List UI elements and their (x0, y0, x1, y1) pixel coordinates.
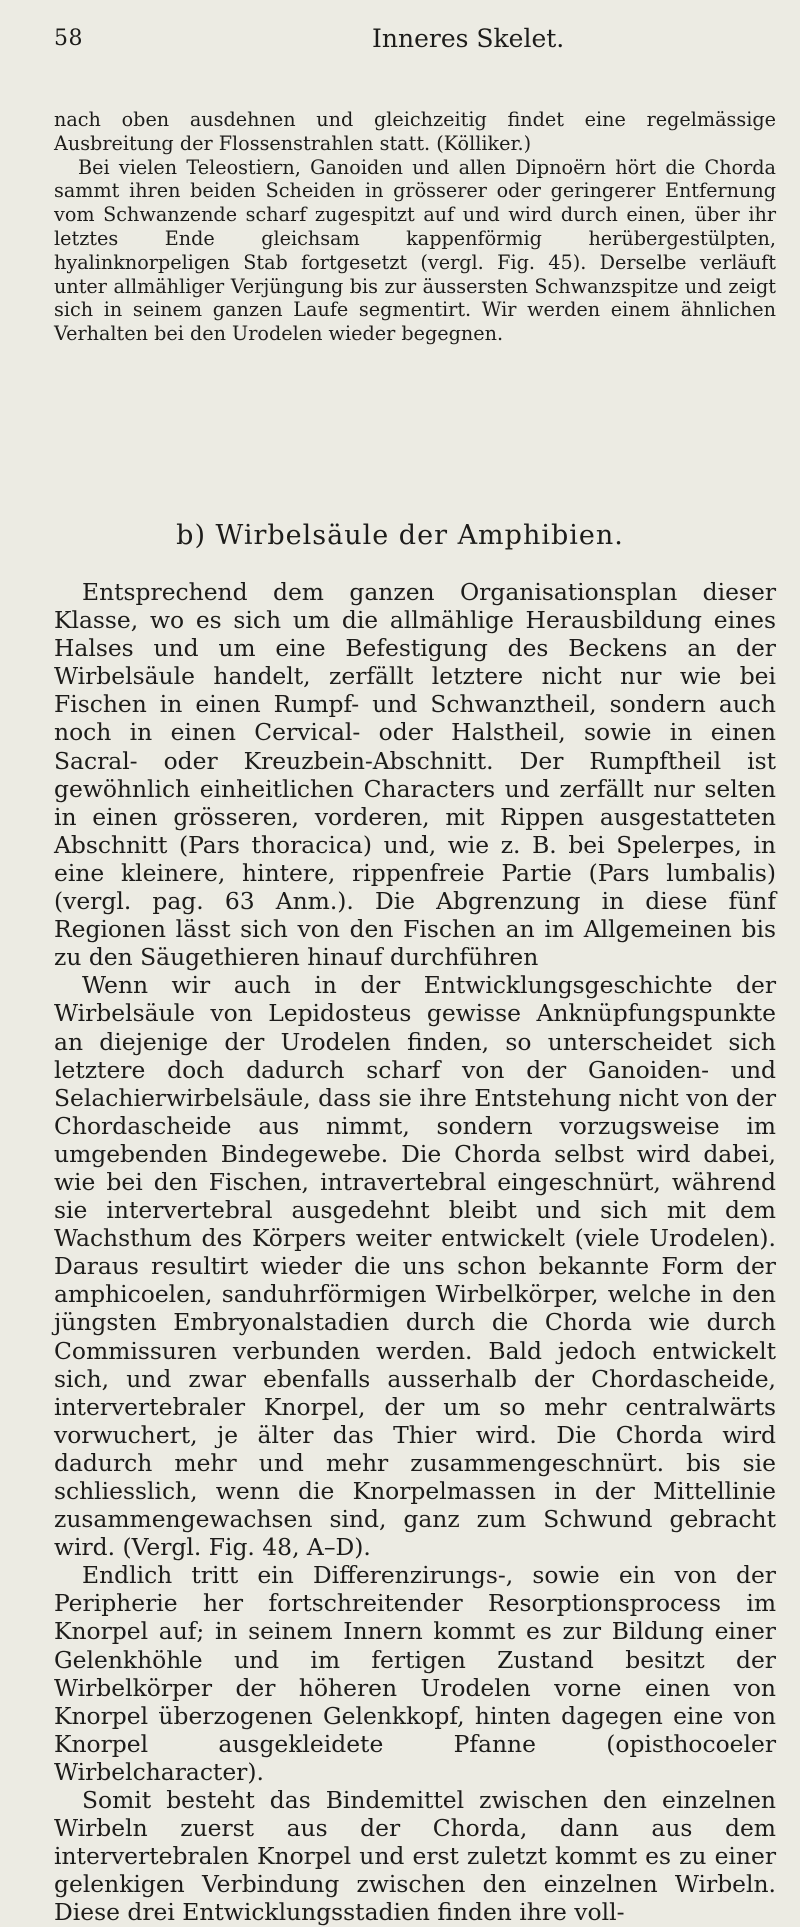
running-title: Inneres Skelet. (372, 24, 565, 53)
body-paragraph-4: Somit besteht das Bindemittel zwischen den einzelnen Wirbeln zuerst aus der Chorda, dann aus dem intervertebralen Knorpel und erst zuletzt kommt es zu einer gelenkigen Verbindung zwischen den einzelnen Wirbeln. Diese drei Entwicklungsstadien finden ihre voll- (54, 1786, 776, 1927)
intro-paragraph-2: Bei vielen Teleostiern, Ganoiden und allen Dipnoërn hört die Chorda sammt ihren beiden Scheiden in grösserer oder geringerer Entfernung vom Schwanzende scharf zugespitzt auf und wird durch einen, über ihr letztes Ende gleichsam kappenförmig herübergestülpten, hyalinknorpeligen Stab fortgesetzt (vergl. Fig. 45). Derselbe verläuft unter allmähliger Verjüngung bis zur äussersten Schwanzspitze und zeigt sich in seinem ganzen Laufe segmentirt. Wir werden einem ähnlichen Verhalten bei den Urodelen wieder begegnen. (54, 155, 776, 346)
body-paragraph-2: Wenn wir auch in der Entwicklungsgeschichte der Wirbelsäule von Lepidosteus gewisse Anknüpfungspunkte an diejenige der Urodelen finden, so unterscheidet sich letztere doch dadurch scharf von der Ganoiden- und Selachierwirbelsäule, dass sie ihre Entstehung nicht von der Chordascheide aus nimmt, sondern vorzugsweise im umgebenden Bindegewebe. Die Chorda selbst wird dabei, wie bei den Fischen, intravertebral eingeschnürt, während sie intervertebral ausgedehnt bleibt und sich mit dem Wachsthum des Körpers weiter entwickelt (viele Urodelen). Daraus resultirt wieder die uns schon bekannte Form der amphicoelen, sanduhrförmigen Wirbelkörper, welche in den jüngsten Embryonalstadien durch die Chorda wie durch Commissuren verbunden werden. Bald jedoch entwickelt sich, und zwar ebenfalls ausserhalb der Chordascheide, intervertebraler Knorpel, der um so mehr centralwärts vorwuchert, je älter das Thier wird. Die Chorda wird dadurch mehr und mehr zusammengeschnürt. bis sie schliesslich, wenn die Knorpelmassen in der Mittellinie zusammengewachsen sind, ganz zum Schwund gebracht wird. (Vergl. Fig. 48, A–D). (54, 971, 777, 1562)
page-number: 58 (54, 26, 83, 51)
running-header (0, 24, 800, 60)
intro-paragraph-1: nach oben ausdehnen und gleichzeitig findet eine regelmässige Ausbreitung der Flossenstrahlen statt. (Kölliker.) (54, 108, 776, 155)
body-paragraph-1: Entsprechend dem ganzen Organisationsplan dieser Klasse, wo es sich um die allmählige Herausbildung eines Halses und um eine Befestigung des Beckens an der Wirbelsäule handelt, zerfällt letztere nicht nur wie bei Fischen in einen Rumpf- und Schwanztheil, sondern auch noch in einen Cervical- oder Halstheil, sowie in einen Sacral- oder Kreuzbein-Abschnitt. Der Rumpftheil ist gewöhnlich einheitlichen Characters und zerfällt nur selten in einen grösseren, vorderen, mit Rippen ausgestatteten Abschnitt (Pars thoracica) und, wie z. B. bei Spelerpes, in eine kleinere, hintere, rippenfreie Partie (Pars lumbalis) (vergl. pag. 63 Anm.). Die Abgrenzung in diese fünf Regionen lässt sich von den Fischen an im Allgemeinen bis zu den Säugethieren hinauf durchführen (54, 578, 776, 972)
section-heading: b) Wirbelsäule der Amphibien. (176, 520, 624, 551)
body-paragraph-3: Endlich tritt ein Differenzirungs-, sowie ein von der Peripherie her fortschreitender Resorptionsprocess im Knorpel auf; in seinem Innern kommt es zur Bildung einer Gelenkhöhle und im fertigen Zustand besitzt der Wirbelkörper der höheren Urodelen vorne einen von Knorpel überzogenen Gelenkkopf, hinten dagegen eine von Knorpel ausgekleidete Pfanne (opisthocoeler Wirbelcharacter). (54, 1561, 776, 1786)
intro-text-block (54, 108, 776, 346)
main-text-block (54, 578, 776, 1927)
